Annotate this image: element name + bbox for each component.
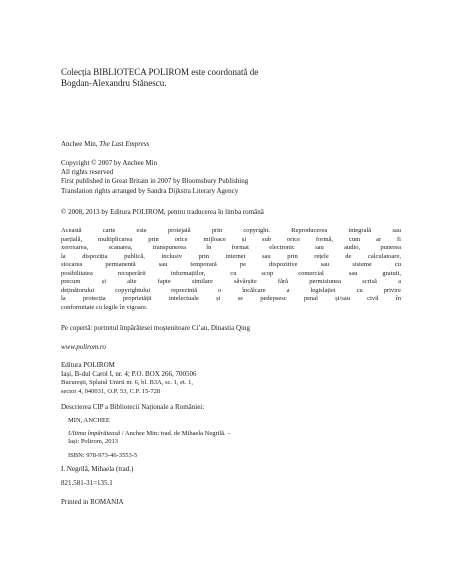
cip-title-rest: / Anchee Min; trad. de Mihaela Negrilă. – — [120, 429, 231, 437]
cip-title: Ultima împărăteasă — [68, 429, 121, 437]
notice-line: la dispoziția publică, inclusiv prin internet sau prin rețele de calculatoare, — [61, 252, 401, 260]
printed-line: Printed in ROMANIA — [61, 498, 124, 506]
cip-heading: Descrierea CIP a Bibliotecii Naționale a României: — [61, 403, 205, 411]
cip-isbn: ISBN: 978-973-46-3553-5 — [68, 451, 138, 459]
website-link[interactable]: www.polirom.ro — [61, 343, 106, 351]
collection-line: Colecția BIBLIOTECA POLIROM este coordonată de — [61, 67, 259, 77]
cip-author: MIN, ANCHEE — [68, 417, 110, 425]
protection-notice — [61, 227, 401, 312]
notice-line: precum și alte fapte similare săvârșite fără permisiunea scrisă a — [61, 278, 401, 285]
original-copyright — [61, 159, 401, 196]
publisher-address: sector 4, 040031, O.P. 53, C.P. 15-728 — [61, 387, 161, 395]
cover-note — [61, 324, 401, 333]
publisher-address: București, Splaiul Unirii nr. 6, bl. B3A, sc. 1, et. 1, — [61, 379, 193, 387]
notice-line: la protecția proprietății intelectuale și se pedepsesc penal și/sau civil în — [61, 295, 401, 302]
copyright-line: First published in Great Britain in 2007 by Bloomsbury Publishing — [61, 177, 249, 186]
copyright-line: Translation rights arranged by Sandra Dijkstra Literary Agency — [61, 186, 239, 195]
publisher-name: Editura POLIROM — [61, 361, 115, 369]
notice-line: deținătorului copyrightului reprezintă o încălcare a legislației cu privire — [61, 286, 401, 294]
cip-translator: I. Negrilă, Mihaela (trad.) — [61, 465, 134, 474]
notice-line: parțială, multiplicarea prin orice mijloace și sub orice formă, cum ar fi — [61, 235, 401, 243]
notice-line: conformitate cu legile în vigoare. — [61, 303, 148, 311]
notice-line: Această carte este protejată prin copyright. Reproducerea integrală sau — [61, 227, 401, 234]
copyright-line: Copyright © 2007 by Anchee Min — [61, 159, 158, 167]
publisher-block — [61, 361, 401, 396]
printed-note — [61, 498, 401, 507]
website — [61, 343, 401, 352]
copyright-line: All rights reserved — [61, 168, 114, 177]
cip-block — [61, 403, 401, 489]
cip-classification: 821.581-31=135.1 — [61, 479, 113, 488]
collection-note — [61, 67, 401, 89]
translation-copyright-line: © 2008, 2013 by Editura POLIROM, pentru traducerea în limba română — [61, 208, 264, 216]
notice-line: xeroxarea, scanarea, transpunerea în format electronic sau audio, punerea — [61, 244, 401, 251]
cip-imprint: Iași: Polirom, 2013 — [68, 438, 119, 446]
translation-copyright — [61, 208, 401, 217]
title-credit — [61, 140, 401, 149]
publisher-address: Iași, B-dul Carol I, nr. 4; P.O. BOX 266, 700506 — [61, 370, 197, 379]
collection-line: Bogdan-Alexandru Stănescu. — [61, 78, 167, 88]
original-author: Anchee Min, — [61, 140, 100, 148]
notice-line: stocarea permanentă sau temporară pe dispozitive sau sisteme cu — [61, 261, 401, 268]
notice-line: posibilitatea recuperării informațiilor, cu scop comercial sau gratuit, — [61, 269, 401, 277]
cover-note-line: Pe copertă: portretul împărătesei moștenitoare Ci’an, Dinastia Qing — [61, 324, 250, 332]
original-title: The Last Empress — [99, 140, 150, 148]
